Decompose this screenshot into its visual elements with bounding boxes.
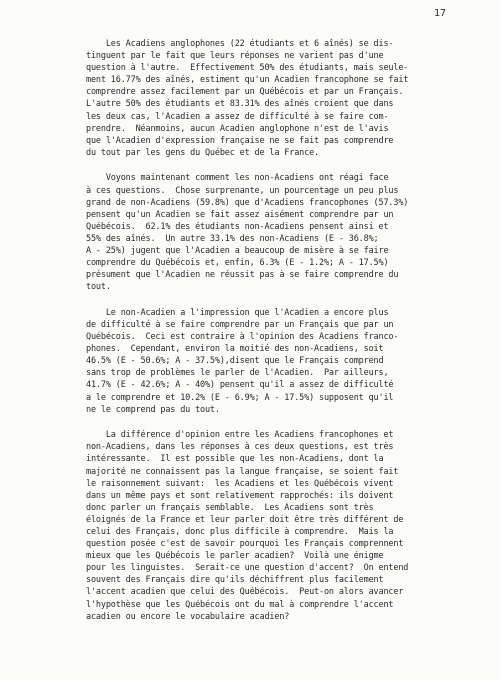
text-line: pour les linguistes. Serait-ce une question d'accent? On entend [86, 563, 409, 574]
text-line: a le comprendre et 10.2% (E - 6.9%; A - 17.5%) supposent qu'il [86, 392, 394, 403]
text-line: souvent des Français dire qu'ils déchiffrent plus facilement [86, 575, 384, 586]
text-line: donc parler un français semblable. Les Acadiens sont très [86, 502, 374, 513]
text-line: 46.5% (E - 50.6%; A - 37.5%),disent que le Français comprend [86, 356, 384, 367]
paragraph [86, 172, 426, 293]
text-line: question posée c'est de savoir pourquoi les Français comprennent [86, 539, 404, 550]
body-text [86, 38, 426, 636]
text-line: celui des Français, donc plus difficile à comprendre. Mais la [86, 526, 394, 537]
text-line: pensent qu'un Acadien se fait assez aisément comprendre par un [86, 209, 394, 220]
text-line: éloignés de la France et leur parler doit être très différent de [86, 514, 404, 525]
text-line: Le non-Acadien a l'impression que l'Acadien a encore plus [86, 307, 389, 318]
text-line: 55% des aînés. Un autre 33.1% des non-Acadiens (E - 36.8%; [86, 233, 379, 244]
paragraph [86, 307, 426, 416]
text-line: ne le comprend pas du tout. [86, 404, 220, 415]
page-number: 17 [433, 8, 446, 19]
text-line: sans trop de problèmes le parler de l'Acadien. Par ailleurs, [86, 368, 389, 379]
text-line: phones. Cependant, environ la moitié des non-Acadiens, soit [86, 344, 384, 355]
text-line: présument que l'Acadien ne réussit pas à se faire comprendre du [86, 270, 399, 281]
text-line: majorité ne connaissent pas la langue française, se soient fait [86, 466, 399, 477]
text-line: intéressante. Il est possible que les non-Acadiens, dont la [86, 454, 384, 465]
text-line: non-Acadiens, dans les réponses à ces deux questions, est très [86, 442, 394, 453]
text-line: ment 16.77% des aînés, estiment qu'un Acadien francophone se fait [86, 75, 409, 86]
paragraph [86, 429, 426, 623]
text-line: mieux que les Québécois le parler acadien? Voilà une énigme [86, 551, 384, 562]
text-line: 41.7% (E - 42.6%; A - 40%) pensent qu'il a assez de difficulté [86, 380, 394, 391]
text-line: du tout par les gens du Québec et de la France. [86, 147, 319, 158]
text-line: tout. [86, 282, 111, 293]
text-line: comprendre du Québécois et, enfin, 6.3% (E - 1.2%; A - 17.5%) [86, 258, 389, 269]
text-line: Québécois. Ceci est contraire à l'opinion des Acadiens franco- [86, 332, 399, 343]
text-line: que l'Acadien d'expression française ne se fait pas comprendre [86, 135, 394, 146]
paragraph [86, 38, 426, 159]
text-line: acadien ou encore le vocabulaire acadien? [86, 611, 290, 622]
text-line: Les Acadiens anglophones (22 étudiants et 6 aînés) se dis- [86, 39, 394, 49]
text-line: les deux cas, l'Acadien a assez de difficulté à se faire com- [86, 111, 389, 122]
text-line: A - 25%) jugent que l'Acadien a beaucoup de misère à se faire [86, 246, 389, 256]
text-line: le raisonnement suivant: les Acadiens et les Québécois vivent [86, 478, 394, 489]
text-line: prendre. Néanmoins, aucun Acadien anglophone n'est de l'avis [86, 123, 389, 134]
text-line: comprendre assez facilement par un Québécois et par un Français. [86, 87, 404, 98]
text-line: à ces questions. Chose surprenante, un pourcentage un peu plus [86, 185, 399, 196]
text-line: Québécois. 62.1% des étudiants non-Acadiens pensent ainsi et [86, 221, 389, 232]
text-line: l'accent acadien que celui des Québécois. Peut-on alors avancer [86, 587, 404, 598]
text-line: dans un même pays et sont relativement rapprochés: ils doivent [86, 490, 394, 501]
text-line: L'autre 50% des étudiants et 83.31% des aînés croient que dans [86, 99, 394, 110]
text-line: l'hypothèse que les Québécois ont du mal à comprendre l'accent [86, 599, 394, 610]
text-line: La différence d'opinion entre les Acadiens francophones et [86, 430, 394, 441]
text-line: question à l'autre. Effectivement 50% des étudiants, mais seule- [86, 63, 409, 74]
text-line: tinguent par le fait que leurs réponses ne varient pas d'une [86, 51, 384, 62]
text-line: de difficulté à se faire comprendre par un Français que par un [86, 319, 394, 330]
text-line: grand de non-Acadiens (59.8%) que d'Acadiens francophones (57.3%) [86, 197, 409, 208]
text-line: Voyons maintenant comment les non-Acadiens ont réagi face [86, 173, 389, 184]
